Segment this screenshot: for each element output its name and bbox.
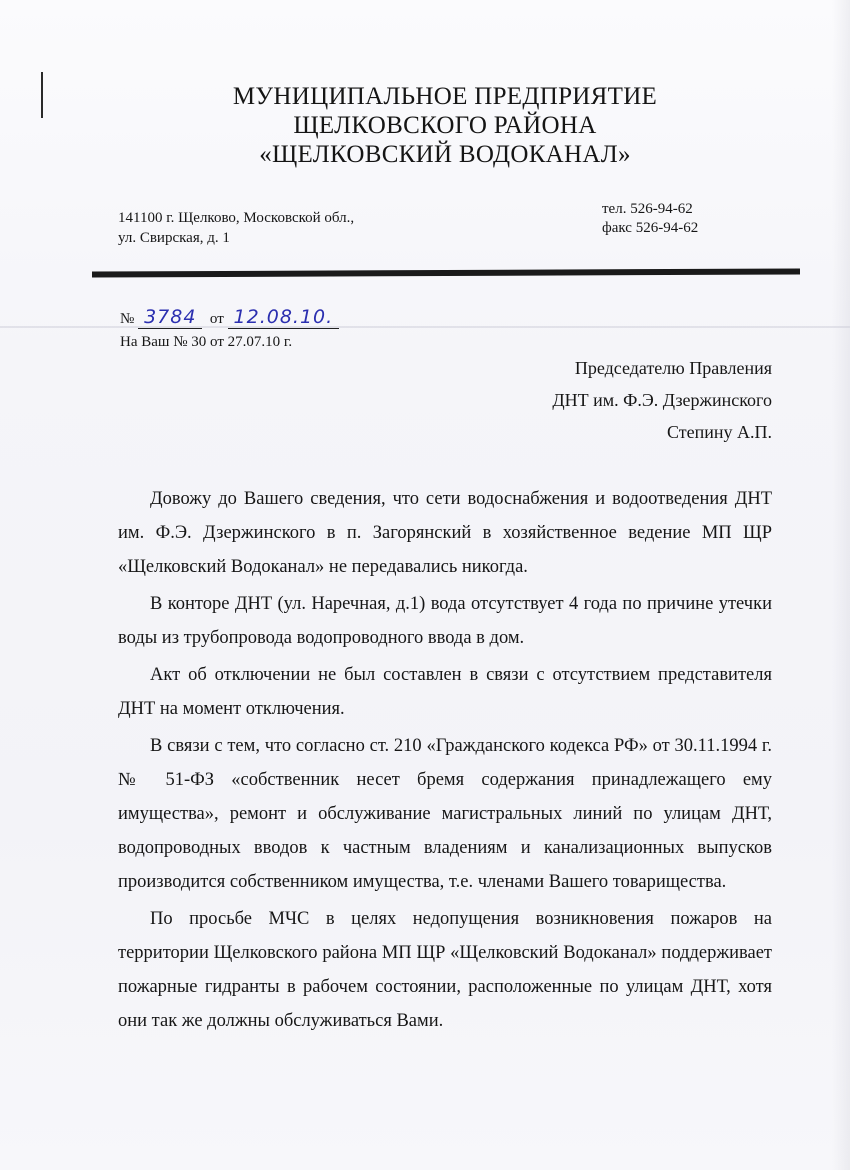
fax-number: факс 526-94-62 — [602, 220, 699, 236]
addressee-line-3: Степину А.П. — [666, 422, 772, 442]
sender-contacts — [602, 200, 698, 238]
paper-edge-shadow — [832, 0, 850, 1170]
sender-address — [118, 208, 354, 248]
registration-date-field — [228, 306, 340, 329]
phone-number: тел. 526-94-62 — [602, 201, 693, 217]
letterhead-line-1: МУНИЦИПАЛЬНОЕ ПРЕДПРИЯТИЕ — [232, 83, 658, 110]
addressee-block — [552, 352, 772, 448]
registration-number: 3784 — [144, 306, 197, 328]
addressee-line-2: ДНТ им. Ф.Э. Дзержинского — [552, 390, 772, 410]
body-paragraph-1: Довожу до Вашего сведения, что сети водоснабжения и водоотведения ДНТ им. Ф.Э. Дзержинского в п. Загорянский в хозяйственное ведение МП ЩР «Щелковский Водоканал» не передавались никогда. — [118, 489, 772, 577]
letterhead-line-3: «ЩЕЛКОВСКИЙ ВОДОКАНАЛ» — [259, 141, 631, 168]
letterhead — [120, 82, 770, 169]
letterhead-line-2: ЩЕЛКОВСКОГО РАЙОНА — [293, 112, 597, 139]
addressee-line-1: Председателю Правления — [574, 358, 772, 378]
reply-reference: На Ваш № 30 от 27.07.10 г. — [120, 334, 293, 350]
body-paragraph-2: В конторе ДНТ (ул. Наречная, д.1) вода отсутствует 4 года по причине утечки воды из трубопровода водопроводного ввода в дом. — [118, 594, 772, 648]
letterhead-divider — [92, 268, 800, 277]
registration-date: 12.08.10. — [233, 306, 334, 328]
address-line-2: ул. Свирская, д. 1 — [118, 230, 230, 246]
registration-date-prefix: от — [209, 311, 224, 327]
registration-line — [120, 306, 339, 329]
registration-number-field — [138, 306, 202, 329]
address-line-1: 141100 г. Щелково, Московской обл., — [118, 210, 355, 226]
body-paragraph-5: По просьбе МЧС в целях недопущения возникновения пожаров на территории Щелковского района МП ЩР «Щелковский Водоканал» поддерживает пожарные гидранты в рабочем состоянии, расположенные по улицам ДНТ, хотя они так же должны обслуживаться Вами. — [118, 909, 772, 1031]
registration-number-prefix: № — [120, 311, 135, 327]
body-paragraph-3: Акт об отключении не был составлен в связи с отсутствием представителя ДНТ на момент отключения. — [118, 665, 772, 719]
body-paragraph-4: В связи с тем, что согласно ст. 210 «Гражданского кодекса РФ» от 30.11.1994 г. № 51-ФЗ «собственник несет бремя содержания принадлежащего ему имущества», ремонт и обслуживание магистральных линий по улицам ДНТ, водопроводных вводов к частным владениям и канализационных выпусков производится собственником имущества, т.е. членами Вашего товарищества. — [118, 736, 772, 892]
margin-mark — [41, 72, 43, 118]
letter-body — [118, 482, 772, 1041]
